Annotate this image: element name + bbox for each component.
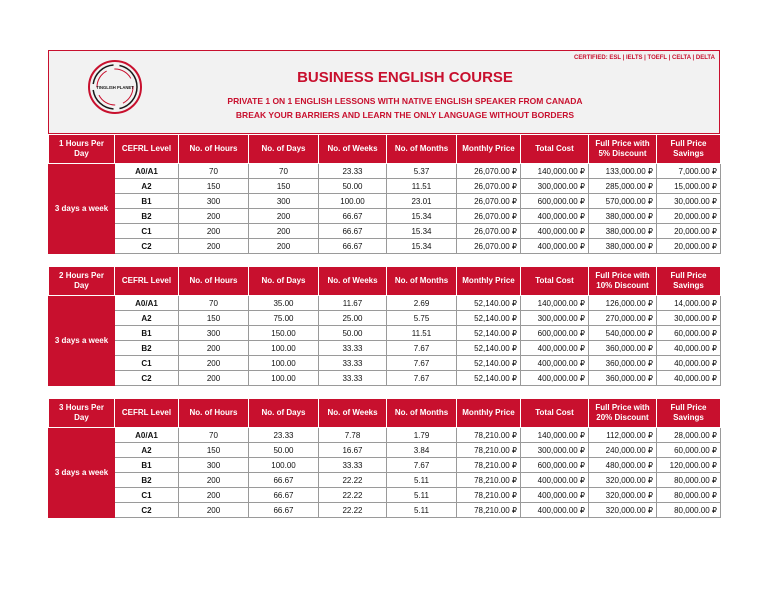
hours-per-day-header: 2 Hours Per Day	[49, 267, 115, 296]
table-cell: 22.22	[319, 473, 387, 488]
table-cell: 15.34	[387, 209, 457, 224]
table-cell: 40,000.00 ₽	[657, 371, 721, 386]
table-cell: 140,000.00 ₽	[521, 428, 589, 443]
table-row	[49, 473, 721, 488]
table-row	[49, 341, 721, 356]
table-cell: 33.33	[319, 458, 387, 473]
column-header: No. of Days	[249, 267, 319, 296]
table-cell: 11.51	[387, 326, 457, 341]
table-row	[49, 209, 721, 224]
level-cell: C1	[115, 356, 179, 371]
table-cell: 7.67	[387, 371, 457, 386]
pricing-table-1	[48, 134, 721, 254]
table-cell: 150.00	[249, 326, 319, 341]
column-header: No. of Days	[249, 135, 319, 164]
pricing-table-2	[48, 266, 721, 386]
table-cell: 20,000.00 ₽	[657, 239, 721, 254]
level-cell: C2	[115, 371, 179, 386]
table-cell: 400,000.00 ₽	[521, 209, 589, 224]
subtitle-line-1: PRIVATE 1 ON 1 ENGLISH LESSONS WITH NATIVE ENGLISH SPEAKER FROM CANADA	[227, 96, 583, 106]
table-row	[49, 311, 721, 326]
logo-text: TINGLISH PLANET	[96, 85, 134, 90]
table-cell: 400,000.00 ₽	[521, 239, 589, 254]
table-cell: 50.00	[319, 326, 387, 341]
table-cell: 270,000.00 ₽	[589, 311, 657, 326]
table-cell: 30,000.00 ₽	[657, 311, 721, 326]
table-cell: 600,000.00 ₽	[521, 194, 589, 209]
table-cell: 200	[179, 341, 249, 356]
table-cell: 80,000.00 ₽	[657, 473, 721, 488]
table-cell: 66.67	[249, 503, 319, 518]
table-cell: 52,140.00 ₽	[457, 356, 521, 371]
table-row	[49, 239, 721, 254]
table-cell: 200	[179, 224, 249, 239]
table-cell: 50.00	[249, 443, 319, 458]
table-cell: 7.78	[319, 428, 387, 443]
table-cell: 400,000.00 ₽	[521, 341, 589, 356]
table-cell: 7,000.00 ₽	[657, 164, 721, 179]
table-cell: 33.33	[319, 356, 387, 371]
level-cell: B2	[115, 209, 179, 224]
level-cell: C1	[115, 224, 179, 239]
table-row	[49, 503, 721, 518]
table-header-row	[49, 135, 721, 164]
days-per-week-cell: 3 days a week	[49, 296, 115, 386]
table-cell: 1.79	[387, 428, 457, 443]
column-header: Full Price Savings	[657, 399, 721, 428]
table-cell: 35.00	[249, 296, 319, 311]
table-cell: 52,140.00 ₽	[457, 341, 521, 356]
course-header	[48, 50, 720, 134]
column-header: Full Price with 5% Discount	[589, 135, 657, 164]
table-cell: 78,210.00 ₽	[457, 428, 521, 443]
table-cell: 400,000.00 ₽	[521, 224, 589, 239]
hours-per-day-header: 1 Hours Per Day	[49, 135, 115, 164]
level-cell: B2	[115, 341, 179, 356]
column-header: Total Cost	[521, 267, 589, 296]
table-cell: 40,000.00 ₽	[657, 356, 721, 371]
table-cell: 100.00	[319, 194, 387, 209]
table-row	[49, 164, 721, 179]
table-cell: 33.33	[319, 371, 387, 386]
table-cell: 26,070.00 ₽	[457, 209, 521, 224]
column-header: Full Price Savings	[657, 267, 721, 296]
level-cell: A0/A1	[115, 164, 179, 179]
level-cell: A2	[115, 179, 179, 194]
level-cell: A0/A1	[115, 296, 179, 311]
table-cell: 360,000.00 ₽	[589, 356, 657, 371]
table-cell: 78,210.00 ₽	[457, 488, 521, 503]
table-cell: 23.33	[249, 428, 319, 443]
table-cell: 70	[179, 164, 249, 179]
table-row	[49, 458, 721, 473]
table-cell: 600,000.00 ₽	[521, 458, 589, 473]
table-cell: 480,000.00 ₽	[589, 458, 657, 473]
column-header: No. of Months	[387, 135, 457, 164]
table-row	[49, 443, 721, 458]
table-cell: 100.00	[249, 341, 319, 356]
table-cell: 20,000.00 ₽	[657, 209, 721, 224]
column-header: No. of Hours	[179, 267, 249, 296]
table-cell: 285,000.00 ₽	[589, 179, 657, 194]
table-row	[49, 296, 721, 311]
table-cell: 11.51	[387, 179, 457, 194]
table-cell: 126,000.00 ₽	[589, 296, 657, 311]
table-row	[49, 356, 721, 371]
table-cell: 200	[179, 488, 249, 503]
table-cell: 23.33	[319, 164, 387, 179]
table-cell: 150	[179, 179, 249, 194]
table-cell: 60,000.00 ₽	[657, 443, 721, 458]
table-cell: 78,210.00 ₽	[457, 458, 521, 473]
table-cell: 600,000.00 ₽	[521, 326, 589, 341]
table-cell: 400,000.00 ₽	[521, 473, 589, 488]
level-cell: A2	[115, 311, 179, 326]
table-header-row	[49, 267, 721, 296]
hours-per-day-header: 3 Hours Per Day	[49, 399, 115, 428]
column-header: Monthly Price	[457, 135, 521, 164]
level-cell: B1	[115, 326, 179, 341]
days-per-week-cell: 3 days a week	[49, 428, 115, 518]
level-cell: B1	[115, 458, 179, 473]
table-cell: 5.11	[387, 473, 457, 488]
table-cell: 78,210.00 ₽	[457, 473, 521, 488]
column-header: CEFRL Level	[115, 267, 179, 296]
table-row	[49, 326, 721, 341]
table-cell: 66.67	[249, 473, 319, 488]
table-cell: 26,070.00 ₽	[457, 194, 521, 209]
table-cell: 200	[179, 356, 249, 371]
column-header: Total Cost	[521, 135, 589, 164]
table-row	[49, 224, 721, 239]
table-cell: 400,000.00 ₽	[521, 503, 589, 518]
table-cell: 300	[249, 194, 319, 209]
pricing-table-3	[48, 398, 721, 518]
table-cell: 11.67	[319, 296, 387, 311]
column-header: Total Cost	[521, 399, 589, 428]
table-cell: 16.67	[319, 443, 387, 458]
table-cell: 52,140.00 ₽	[457, 296, 521, 311]
table-cell: 100.00	[249, 458, 319, 473]
table-cell: 200	[179, 473, 249, 488]
column-header: No. of Weeks	[319, 267, 387, 296]
column-header: No. of Weeks	[319, 135, 387, 164]
table-cell: 52,140.00 ₽	[457, 371, 521, 386]
table-cell: 200	[249, 209, 319, 224]
table-cell: 400,000.00 ₽	[521, 488, 589, 503]
table-cell: 20,000.00 ₽	[657, 224, 721, 239]
table-cell: 14,000.00 ₽	[657, 296, 721, 311]
table-cell: 5.11	[387, 503, 457, 518]
certifications-text: CERTIFIED: ESL | IELTS | TOEFL | CELTA | DELTA	[574, 55, 715, 61]
table-cell: 7.67	[387, 341, 457, 356]
table-cell: 570,000.00 ₽	[589, 194, 657, 209]
table-cell: 22.22	[319, 488, 387, 503]
table-cell: 26,070.00 ₽	[457, 164, 521, 179]
column-header: No. of Hours	[179, 399, 249, 428]
table-cell: 320,000.00 ₽	[589, 503, 657, 518]
table-cell: 52,140.00 ₽	[457, 311, 521, 326]
days-per-week-cell: 3 days a week	[49, 164, 115, 254]
table-cell: 300	[179, 458, 249, 473]
level-cell: C2	[115, 503, 179, 518]
level-cell: A0/A1	[115, 428, 179, 443]
table-row	[49, 179, 721, 194]
table-cell: 120,000.00 ₽	[657, 458, 721, 473]
table-cell: 60,000.00 ₽	[657, 326, 721, 341]
level-cell: B2	[115, 473, 179, 488]
table-cell: 70	[249, 164, 319, 179]
column-header: Full Price Savings	[657, 135, 721, 164]
table-cell: 150	[249, 179, 319, 194]
table-cell: 380,000.00 ₽	[589, 224, 657, 239]
table-cell: 300	[179, 194, 249, 209]
table-cell: 5.11	[387, 488, 457, 503]
table-cell: 133,000.00 ₽	[589, 164, 657, 179]
table-cell: 400,000.00 ₽	[521, 356, 589, 371]
column-header: Monthly Price	[457, 399, 521, 428]
school-logo	[87, 59, 143, 115]
table-cell: 70	[179, 428, 249, 443]
table-cell: 380,000.00 ₽	[589, 239, 657, 254]
table-cell: 66.67	[319, 224, 387, 239]
table-cell: 5.37	[387, 164, 457, 179]
table-cell: 360,000.00 ₽	[589, 341, 657, 356]
table-cell: 360,000.00 ₽	[589, 371, 657, 386]
table-cell: 26,070.00 ₽	[457, 239, 521, 254]
page-title: BUSINESS ENGLISH COURSE	[297, 69, 513, 86]
table-cell: 300,000.00 ₽	[521, 443, 589, 458]
table-cell: 200	[249, 224, 319, 239]
column-header: CEFRL Level	[115, 399, 179, 428]
table-row	[49, 428, 721, 443]
column-header: Full Price with 20% Discount	[589, 399, 657, 428]
table-cell: 22.22	[319, 503, 387, 518]
level-cell: C1	[115, 488, 179, 503]
table-cell: 2.69	[387, 296, 457, 311]
table-cell: 200	[179, 503, 249, 518]
table-cell: 200	[179, 371, 249, 386]
column-header: Monthly Price	[457, 267, 521, 296]
table-cell: 3.84	[387, 443, 457, 458]
table-cell: 150	[179, 443, 249, 458]
table-cell: 40,000.00 ₽	[657, 341, 721, 356]
column-header: No. of Months	[387, 267, 457, 296]
table-cell: 320,000.00 ₽	[589, 488, 657, 503]
table-cell: 540,000.00 ₽	[589, 326, 657, 341]
table-cell: 320,000.00 ₽	[589, 473, 657, 488]
table-cell: 66.67	[319, 209, 387, 224]
column-header: No. of Weeks	[319, 399, 387, 428]
table-row	[49, 194, 721, 209]
table-cell: 23.01	[387, 194, 457, 209]
column-header: No. of Hours	[179, 135, 249, 164]
table-cell: 28,000.00 ₽	[657, 428, 721, 443]
level-cell: B1	[115, 194, 179, 209]
table-cell: 75.00	[249, 311, 319, 326]
table-cell: 78,210.00 ₽	[457, 443, 521, 458]
table-cell: 100.00	[249, 371, 319, 386]
table-cell: 15,000.00 ₽	[657, 179, 721, 194]
column-header: Full Price with 10% Discount	[589, 267, 657, 296]
table-header-row	[49, 399, 721, 428]
table-cell: 25.00	[319, 311, 387, 326]
table-cell: 33.33	[319, 341, 387, 356]
table-cell: 200	[179, 239, 249, 254]
table-cell: 66.67	[249, 488, 319, 503]
table-cell: 26,070.00 ₽	[457, 224, 521, 239]
table-cell: 52,140.00 ₽	[457, 326, 521, 341]
table-cell: 50.00	[319, 179, 387, 194]
column-header: CEFRL Level	[115, 135, 179, 164]
column-header: No. of Months	[387, 399, 457, 428]
table-cell: 112,000.00 ₽	[589, 428, 657, 443]
table-cell: 66.67	[319, 239, 387, 254]
table-cell: 380,000.00 ₽	[589, 209, 657, 224]
table-cell: 200	[179, 209, 249, 224]
table-cell: 300	[179, 326, 249, 341]
table-cell: 400,000.00 ₽	[521, 371, 589, 386]
table-cell: 70	[179, 296, 249, 311]
table-cell: 300,000.00 ₽	[521, 311, 589, 326]
table-cell: 240,000.00 ₽	[589, 443, 657, 458]
table-cell: 200	[249, 239, 319, 254]
column-header: No. of Days	[249, 399, 319, 428]
table-cell: 15.34	[387, 224, 457, 239]
subtitle-line-2: BREAK YOUR BARRIERS AND LEARN THE ONLY LANGUAGE WITHOUT BORDERS	[235, 110, 575, 120]
table-row	[49, 488, 721, 503]
level-cell: A2	[115, 443, 179, 458]
table-row	[49, 371, 721, 386]
table-cell: 80,000.00 ₽	[657, 503, 721, 518]
table-cell: 26,070.00 ₽	[457, 179, 521, 194]
table-cell: 5.75	[387, 311, 457, 326]
table-cell: 100.00	[249, 356, 319, 371]
table-cell: 300,000.00 ₽	[521, 179, 589, 194]
level-cell: C2	[115, 239, 179, 254]
table-cell: 7.67	[387, 356, 457, 371]
table-cell: 140,000.00 ₽	[521, 296, 589, 311]
table-cell: 30,000.00 ₽	[657, 194, 721, 209]
table-cell: 80,000.00 ₽	[657, 488, 721, 503]
table-cell: 78,210.00 ₽	[457, 503, 521, 518]
table-cell: 15.34	[387, 239, 457, 254]
table-cell: 140,000.00 ₽	[521, 164, 589, 179]
table-cell: 150	[179, 311, 249, 326]
table-cell: 7.67	[387, 458, 457, 473]
